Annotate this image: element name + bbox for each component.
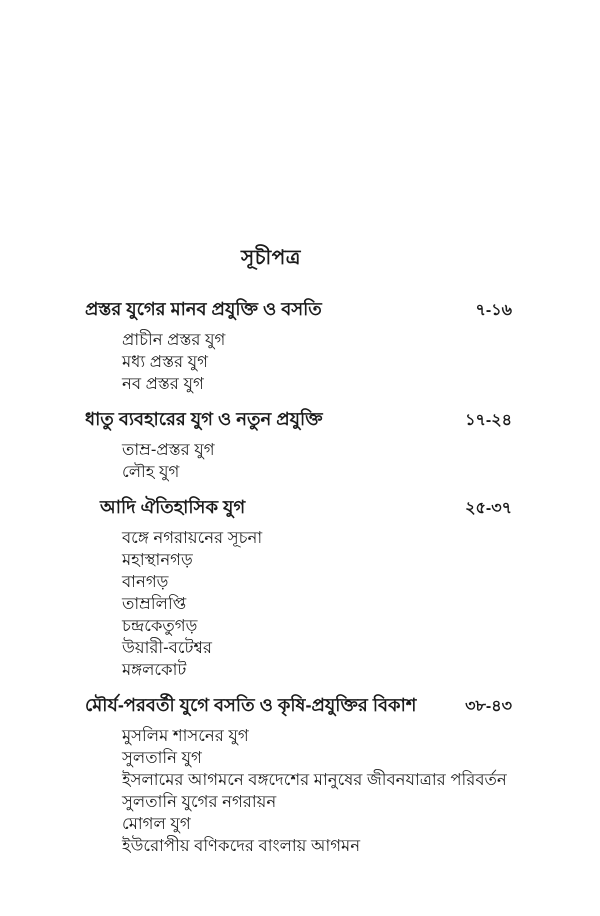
toc-item: লৌহ যুগ <box>122 463 180 481</box>
section-title: আদি ঐতিহাসিক যুগ <box>100 497 246 517</box>
toc-section-heading <box>85 406 515 434</box>
section-items <box>85 439 515 483</box>
toc-section <box>85 296 515 395</box>
toc-item: মুসলিম শাসনের যুগ <box>122 727 249 745</box>
toc-item: সুলতানি যুগের নগরায়ন <box>122 793 277 811</box>
page-range: ১৭-২৪ <box>465 412 512 429</box>
toc-section <box>85 692 515 857</box>
page-title: সূচীপত্র <box>241 247 301 269</box>
toc-item: মঙ্গলকোট <box>122 661 187 679</box>
toc-item: ইসলামের আগমনে বঙ্গদেশের মানুষের জীবনযাত্রার পরিবর্তন <box>122 771 507 789</box>
page-range: ৩৮-৪৩ <box>465 698 512 715</box>
toc-item: মহাস্থানগড় <box>122 551 193 569</box>
toc-item: তাম্রলিপ্তি <box>122 595 187 613</box>
toc-item: ইউরোপীয় বণিকদের বাংলায় আগমন <box>122 837 361 855</box>
page-range: ৭-১৬ <box>475 302 512 319</box>
section-title: ধাতু ব্যবহারের যুগ ও নতুন প্রযুক্তি <box>85 409 323 429</box>
section-title: প্রস্তর যুগের মানব প্রযুক্তি ও বসতি <box>85 299 322 319</box>
toc-section-heading <box>85 296 515 324</box>
toc-item: বানগড় <box>122 573 169 591</box>
toc-item: চন্দ্রকেতুগড় <box>122 617 198 635</box>
section-items <box>85 329 515 395</box>
section-items <box>85 725 515 857</box>
toc-item: মোগল যুগ <box>122 815 191 833</box>
toc-item: তাম্র-প্রস্তর যুগ <box>122 441 215 459</box>
page-range: ২৫-৩৭ <box>465 500 512 517</box>
toc-item: উয়ারী-বটেশ্বর <box>122 639 212 657</box>
toc-section-heading <box>85 494 515 522</box>
section-title: মৌর্য-পরবর্তী যুগে বসতি ও কৃষি-প্রযুক্তির বিকাশ <box>85 695 417 715</box>
table-of-contents <box>85 243 515 857</box>
toc-section <box>85 494 515 681</box>
toc-item: নব প্রস্তর যুগ <box>122 375 204 393</box>
toc-item: মধ্য প্রস্তর যুগ <box>122 353 208 371</box>
section-items <box>85 527 515 681</box>
toc-item: সুলতানি যুগ <box>122 749 202 767</box>
toc-section <box>85 406 515 483</box>
toc-item: বঙ্গে নগরায়নের সূচনা <box>122 529 263 547</box>
toc-section-heading <box>85 692 515 720</box>
toc-item: প্রাচীন প্রস্তর যুগ <box>122 331 226 349</box>
